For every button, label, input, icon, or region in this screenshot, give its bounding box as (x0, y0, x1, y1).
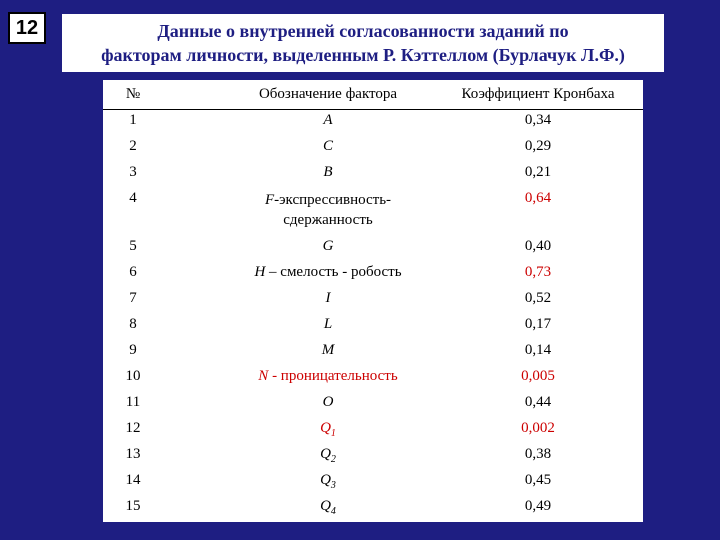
row-coefficient: 0,73 (524, 264, 552, 280)
row-number: 9 (129, 342, 137, 358)
header-number: № (125, 86, 141, 102)
row-factor: G (322, 238, 334, 254)
table-row (103, 394, 643, 420)
slide-title (62, 14, 664, 72)
slide-number: 12 (8, 12, 46, 44)
row-coefficient: 0,34 (524, 112, 552, 128)
row-factor (203, 472, 453, 491)
header-factor: Обозначение фактора (258, 86, 398, 102)
title-line-2: факторам личности, выделенным Р. Кэттеллом (Бурлачук Л.Ф.) (101, 45, 625, 65)
table-row (103, 368, 643, 394)
row-number: 8 (129, 316, 137, 332)
table-row (103, 164, 643, 190)
table-header (103, 80, 643, 110)
row-coefficient: 0,52 (524, 290, 552, 306)
row-number: 1 (129, 112, 137, 128)
table-row (103, 342, 643, 368)
row-factor (203, 368, 453, 385)
row-factor (203, 446, 453, 465)
row-number: 13 (125, 446, 141, 462)
row-factor (203, 190, 453, 230)
row-factor (203, 264, 453, 281)
row-coefficient: 0,49 (524, 498, 552, 514)
row-number: 15 (125, 498, 141, 514)
table-row (103, 290, 643, 316)
row-factor (203, 498, 453, 517)
table-row (103, 112, 643, 138)
factor-text: - проницательность (268, 368, 398, 384)
row-factor: I (325, 290, 331, 306)
table-row (103, 316, 643, 342)
table-row (103, 190, 643, 230)
row-coefficient: 0,17 (524, 316, 552, 332)
factor-subscript: 2 (330, 454, 336, 465)
factor-letter: Q (320, 472, 331, 488)
table-row (103, 420, 643, 446)
row-factor: B (323, 164, 333, 180)
table-row (103, 472, 643, 498)
row-coefficient: 0,002 (521, 420, 555, 436)
row-factor: A (323, 112, 333, 128)
row-coefficient: 0,38 (524, 446, 552, 462)
row-number: 6 (129, 264, 137, 280)
factor-letter: N (258, 368, 269, 384)
factor-letter: H (254, 264, 266, 280)
row-number: 14 (125, 472, 141, 488)
row-coefficient: 0,45 (524, 472, 552, 488)
row-number: 2 (129, 138, 137, 154)
row-coefficient: 0,40 (524, 238, 552, 254)
row-number: 11 (125, 394, 141, 410)
table-row (103, 238, 643, 264)
row-coefficient: 0,005 (521, 368, 555, 384)
reliability-table (103, 80, 643, 522)
factor-text: -экспрессивность- (274, 192, 392, 208)
table-row (103, 264, 643, 290)
title-line-1: Данные о внутренней согласованности заданий по (157, 21, 569, 41)
row-number: 4 (129, 190, 137, 206)
row-coefficient: 0,44 (524, 394, 552, 410)
table-row (103, 138, 643, 164)
row-coefficient: 0,29 (524, 138, 552, 154)
factor-subscript: 4 (330, 506, 336, 517)
row-factor (203, 420, 453, 439)
factor-letter: F (264, 192, 275, 208)
row-coefficient: 0,21 (524, 164, 552, 180)
factor-letter: Q (320, 498, 331, 514)
factor-text: – смелость - робость (265, 264, 402, 280)
row-coefficient: 0,14 (524, 342, 552, 358)
factor-subscript: 3 (330, 480, 336, 491)
row-factor: M (321, 342, 335, 358)
row-number: 10 (125, 368, 141, 384)
table-row (103, 498, 643, 524)
row-factor: C (322, 138, 333, 154)
row-number: 3 (129, 164, 137, 180)
row-number: 7 (129, 290, 137, 306)
factor-subscript: 1 (330, 428, 336, 439)
row-factor: L (323, 316, 333, 332)
factor-text-line2: сдержанность (283, 212, 373, 228)
row-coefficient: 0,64 (524, 190, 552, 206)
factor-letter: Q (320, 420, 331, 436)
row-factor: O (322, 394, 334, 410)
row-number: 12 (125, 420, 141, 436)
table-row (103, 446, 643, 472)
factor-letter: Q (320, 446, 331, 462)
header-coefficient: Коэффициент Кронбаха (461, 86, 615, 102)
row-number: 5 (129, 238, 137, 254)
